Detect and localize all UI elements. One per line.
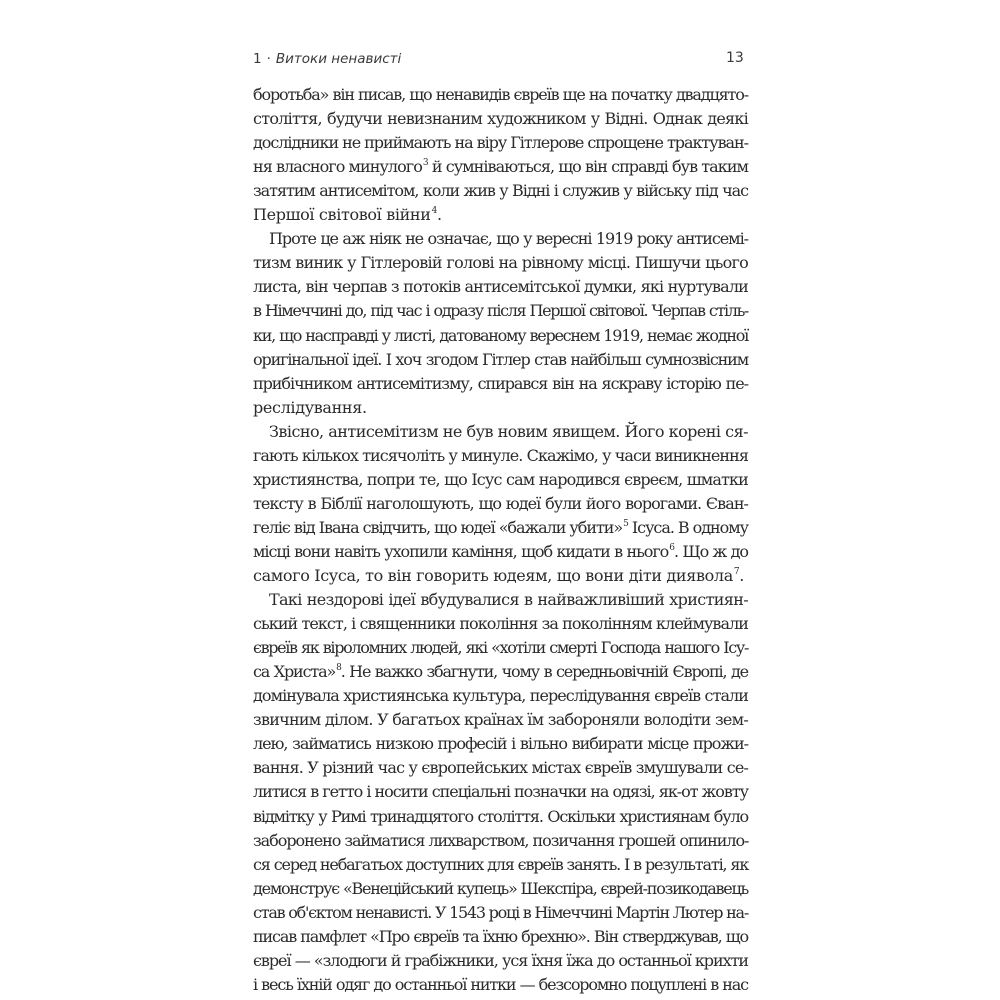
- chapter-number: 1: [253, 51, 262, 67]
- text-line: [253, 684, 748, 708]
- text-segment: і весь їхній одяг до останньої нитки — безсоромно поцуплені в нас: [253, 974, 748, 994]
- text-line: [253, 925, 748, 949]
- text-segment: століття, будучи невизнаним художником у Відні. Однак деякі: [253, 109, 748, 129]
- text-segment: в Німеччині до, під час і одразу після Першої світової. Черпав стіль-: [253, 301, 748, 321]
- text-segment: відмітку у Римі тринадцятого століття. Оскільки християнам було: [253, 806, 748, 826]
- footnote-ref: 4: [431, 206, 437, 217]
- text-line: [253, 468, 748, 492]
- text-segment: са Христа»: [253, 662, 336, 682]
- text-line: [253, 564, 744, 588]
- text-line: [253, 107, 748, 131]
- chapter-title: Витоки ненависті: [275, 51, 402, 67]
- text-line: [253, 973, 748, 997]
- text-line: [253, 756, 748, 780]
- text-line: [253, 179, 748, 203]
- text-line: [253, 444, 748, 468]
- text-segment: вання. У різний час у європейських містах євреїв змушували се-: [253, 758, 748, 778]
- footnote-ref: 3: [422, 158, 428, 169]
- text-line: [253, 348, 748, 372]
- paragraph-first-line: [269, 227, 748, 251]
- text-line: [253, 636, 748, 660]
- text-segment: боротьба» він писав, що ненавидів євреїв ще на початку двадцято-: [253, 85, 748, 104]
- text-segment: Першої світової війни: [253, 205, 431, 225]
- text-segment: Проте це аж ніяк не означає, що у вересні 1919 року антисемі-: [269, 229, 748, 249]
- text-line: [253, 155, 748, 179]
- text-line: [253, 299, 748, 323]
- text-segment: самого Ісуса, то він говорить юдеям, що вони діти диявола: [253, 566, 733, 585]
- text-segment: місці вони навіть ухопили каміння, щоб кидати в нього: [253, 541, 669, 561]
- text-line: [253, 853, 748, 877]
- text-line: [253, 901, 748, 925]
- text-segment: листа, він черпав з потоків антисемітської думки, які нуртували: [253, 277, 748, 297]
- running-head: [253, 51, 401, 67]
- text-segment: писав памфлет «Про євреїв та їхню брехню». Він стверджував, що: [253, 926, 748, 946]
- footnote-ref: 6: [669, 542, 674, 553]
- text-segment: прибічником антисемітизму, спирався він на яскраву історію пе-: [253, 373, 748, 393]
- text-segment: демонструє «Венеційський купець» Шекспіра, єврей-позикодавець: [253, 878, 748, 898]
- text-segment: ся серед небагатьох доступних для євреїв занять. І в результаті, як: [253, 854, 749, 874]
- text-line: [253, 540, 748, 564]
- text-segment: . Що ж до: [673, 541, 748, 561]
- text-segment: ки, що насправді у листі, датованому вереснем 1919, немає жодної: [253, 325, 748, 345]
- text-line: [253, 612, 748, 636]
- text-line: [253, 492, 748, 516]
- text-segment: гають кількох тисячоліть у минуле. Скажімо, у часи виникнення: [253, 445, 748, 465]
- text-segment: геліє від Івана свідчить, що юдеї «бажали убити»: [253, 517, 623, 537]
- footnote-ref: 5: [623, 518, 628, 529]
- text-segment: ський текст, і священники покоління за поколінням клеймували: [253, 614, 748, 634]
- text-segment: євреї — «злодюги й грабіжники, уся їхня їжа до останньої крихти: [253, 950, 748, 970]
- text-segment: .: [436, 205, 442, 225]
- text-line: [253, 83, 748, 107]
- text-segment: й сумніваються, що він справді був таким: [427, 157, 749, 177]
- text-line: [253, 949, 748, 973]
- text-segment: реслідування.: [253, 397, 367, 417]
- text-segment: . Не важко збагнути, чому в середньовічній Європі, де: [340, 662, 748, 682]
- text-segment: став об'єктом ненависті. У 1543 році в Німеччині Мартін Лютер на-: [253, 902, 748, 922]
- text-segment: звичним ділом. У багатьох країнах їм забороняли володіти зем-: [253, 710, 748, 730]
- text-segment: домінувала християнська культура, переслідування євреїв стали: [253, 686, 748, 706]
- text-segment: Такі нездорові ідеї вбудувалися в найважливіший християн-: [269, 590, 748, 610]
- text-segment: литися в гетто і носити спеціальні позначки на одязі, як-от жовту: [253, 782, 748, 802]
- text-line: [253, 708, 748, 732]
- text-line: [253, 780, 748, 804]
- text-segment: затятим антисемітом, коли жив у Відні і служив у війську під час: [253, 181, 748, 201]
- text-line: [253, 877, 748, 901]
- text-line: [253, 732, 748, 756]
- paragraph-first-line: [269, 420, 748, 444]
- text-segment: Ісуса. В одному: [627, 517, 749, 537]
- footnote-ref: 8: [336, 663, 341, 674]
- running-head-separator: ·: [266, 51, 271, 67]
- text-segment: християнства, попри те, що Ісус сам народився євреєм, шматки: [253, 469, 748, 489]
- paragraph-first-line: [269, 588, 748, 612]
- text-segment: ня власного минулого: [253, 157, 422, 177]
- text-segment: .: [739, 566, 745, 585]
- text-segment: оригінальної ідеї. І хоч згодом Гітлер став найбільш сумнозвісним: [253, 349, 748, 369]
- text-segment: заборонено займатися лихварством, позичання грошей опинило-: [253, 830, 749, 850]
- text-line: [253, 396, 367, 420]
- text-line: [253, 251, 748, 275]
- text-line: [253, 805, 748, 829]
- text-segment: тексту в Біблії наголошують, що юдеї були його ворогами. Єван-: [253, 493, 748, 513]
- text-line: [253, 131, 748, 155]
- footnote-ref: 7: [733, 567, 740, 577]
- text-line: [253, 275, 748, 299]
- text-line: [253, 372, 748, 396]
- page-number: 13: [726, 50, 744, 66]
- text-line: [253, 516, 748, 540]
- text-segment: лею, займатись низкою професій і вільно вибирати місце прожи-: [253, 734, 748, 754]
- text-segment: Звісно, антисемітизм не був новим явищем. Його корені ся-: [269, 421, 748, 441]
- text-line: [253, 324, 748, 348]
- text-line: [253, 203, 442, 227]
- text-segment: тизм виник у Гітлеровій голові на рівному місці. Пишучи цього: [253, 253, 748, 273]
- text-segment: дослідники не приймають на віру Гітлерове спрощене трактуван-: [253, 133, 748, 153]
- text-line: [253, 829, 748, 853]
- text-segment: євреїв як віроломних людей, які «хотіли смерті Господа нашого Ісу-: [253, 638, 748, 658]
- text-line: [253, 660, 748, 684]
